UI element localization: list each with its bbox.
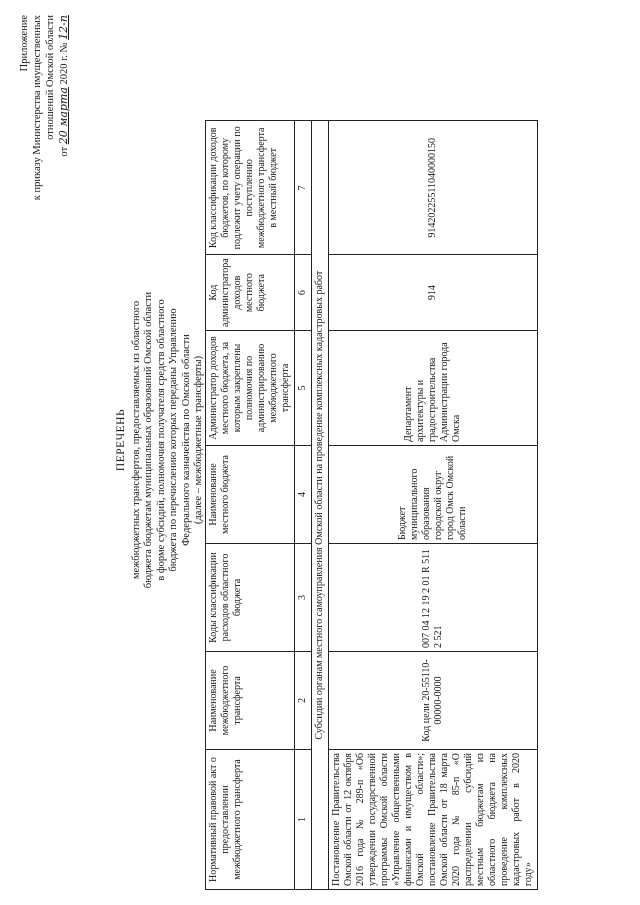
- column-number: 7: [295, 121, 312, 255]
- section-title: Субсидии органам местного самоуправления Омской области на проведение комплексных кадастровых работ: [312, 121, 329, 890]
- appendix-label: Приложение: [19, 15, 30, 72]
- table-row: [329, 121, 538, 890]
- cell-admin-code: 914: [329, 255, 538, 331]
- column-number: 1: [295, 750, 312, 890]
- column-number-row: [295, 121, 312, 890]
- header-legal-act: Нормативный правовой акт о предоставлении межбюджетного трансферта: [206, 750, 295, 890]
- title-line: бюджета по перечислению которых переданы Управлению: [168, 308, 179, 572]
- section-row: [312, 121, 329, 890]
- title-main: ПЕРЕЧЕНЬ: [115, 408, 127, 472]
- header-administrator: Администратор доходов местного бюджета, за которым закреплены полномочия по администрированию межбюджетного трансферта: [206, 331, 295, 446]
- header-income-code: Код классификации доходов бюджетов, по которому подлежит учету операции по поступлению межбюджетного трансферта в местный бюджет: [206, 121, 295, 255]
- column-number: 4: [295, 446, 312, 544]
- column-number: 2: [295, 652, 312, 750]
- title-line: бюджета бюджетам муниципальных образований Омской области: [143, 291, 154, 589]
- header-budget-name: Наименование местного бюджета: [206, 446, 295, 544]
- document-title: [115, 205, 206, 675]
- title-line: межбюджетных трансфертов, предоставляемых из областного: [130, 300, 142, 580]
- cell-income-code: 91420225511040000150: [329, 121, 538, 255]
- handwritten-number: 12-п: [57, 15, 70, 40]
- title-line: в форме субсидий, полномочия получателя средств областного: [155, 299, 167, 581]
- column-number: 3: [295, 544, 312, 652]
- table-header-row: [206, 121, 295, 890]
- header-admin-code: Код администратора доходов местного бюджета: [206, 255, 295, 331]
- transfers-table: [205, 120, 538, 890]
- cell-transfer-name: Код цели 20-55110-00000-0000: [329, 652, 538, 750]
- date-prefix: от: [59, 146, 70, 157]
- header-transfer-name: Наименование межбюджетного трансферта: [206, 652, 295, 750]
- date-year: 2020 г. №: [59, 42, 70, 85]
- cell-expense-codes: 007 04 12 19 2 01 R 511 2 521: [329, 544, 538, 652]
- cell-budget-name: Бюджет муниципального образования городской округ город Омск Омской области: [329, 446, 538, 544]
- title-line: (далее – межбюджетные трансферты): [193, 355, 204, 525]
- cell-legal-act: Постановление Правительства Омской области от 12 октября 2016 года № 289-п «Об утверждении государственной программы Омской области «Управление общественными финансами и имуществом в Омской области»; постановление Правительства Омской области от 18 марта 2020 года № 85-п «О распределении субсидий местным бюджетам из областного бюджета на проведение комплексных кадастровых работ в 2020 году»: [329, 750, 538, 890]
- ministry-name: отношений Омской области: [45, 15, 56, 140]
- cell-administrator: Департамент архитектуры и градостроительства Администрации города Омска: [329, 331, 538, 446]
- column-number: 6: [295, 255, 312, 331]
- handwritten-date: 20 марта: [57, 87, 70, 145]
- order-date-line: [57, 15, 71, 245]
- column-number: 5: [295, 331, 312, 446]
- order-reference: к приказу Министерства имущественных: [32, 15, 43, 201]
- document-header: [18, 15, 71, 245]
- header-expense-codes: Коды классификации расходов областного бюджета: [206, 544, 295, 652]
- title-line: Федерального казначейства по Омской области: [180, 334, 192, 546]
